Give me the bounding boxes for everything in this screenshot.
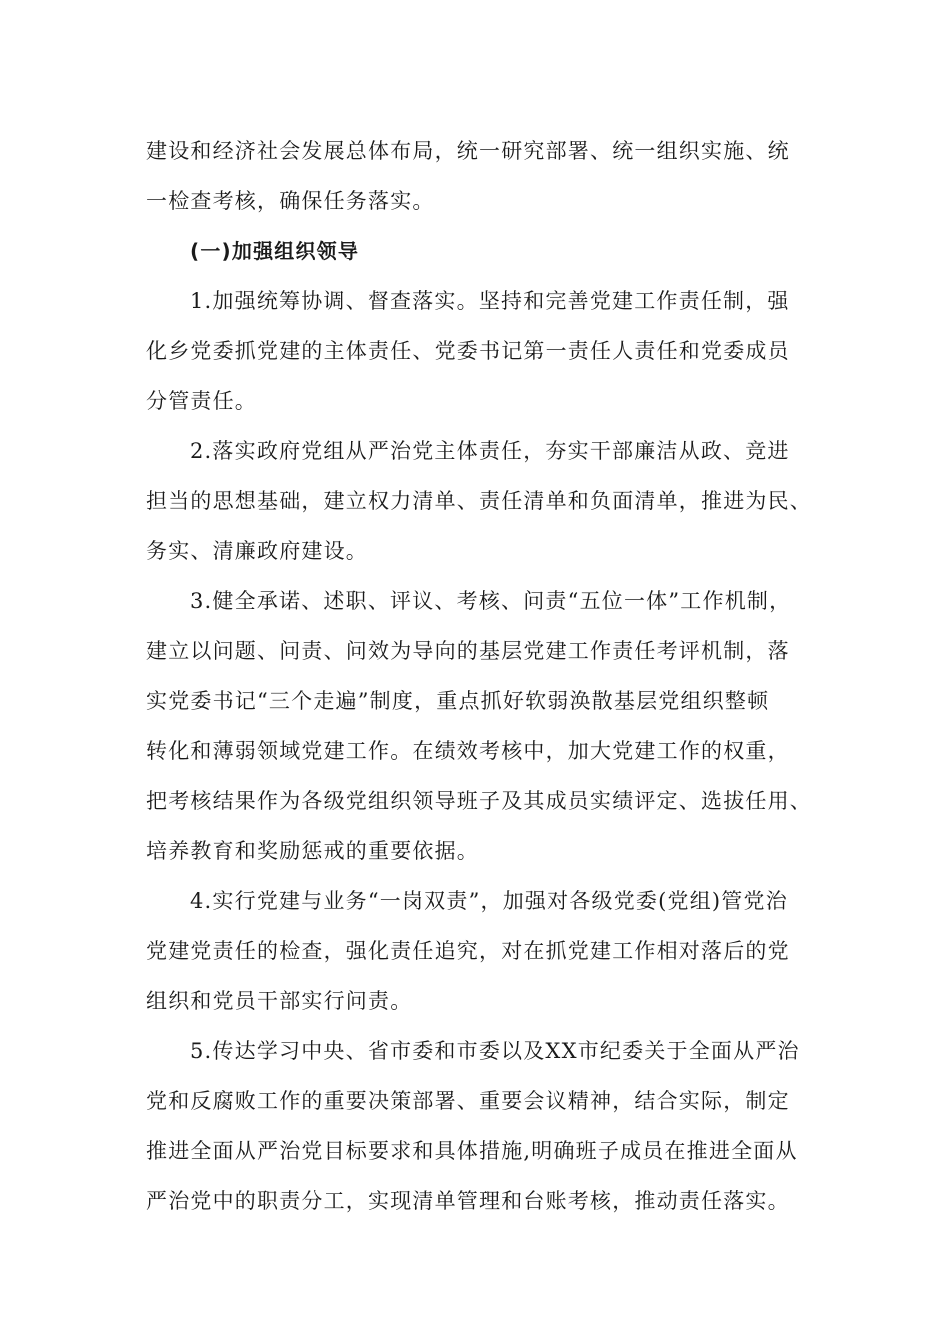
text-line: 推进全面从严治党目标要求和具体措施,明确班子成员在推进全面从: [146, 1139, 798, 1163]
paragraph-3-start: 3.健全承诺、述职、评议、考核、问责“五位一体”工作机制，: [190, 589, 792, 613]
text-line: 组织和党员干部实行问责。: [146, 989, 413, 1013]
text-line: 分管责任。: [146, 389, 257, 413]
text-line: 党和反腐败工作的重要决策部署、重要会议精神，结合实际，制定: [146, 1089, 790, 1113]
paragraph-1-start: 1.加强统筹协调、督查落实。坚持和完善党建工作责任制，强: [190, 289, 790, 313]
text-line: 一检查考核，确保任务落实。: [146, 189, 435, 213]
document-body: [146, 126, 826, 1226]
section-heading: (一)加强组织领导: [190, 239, 360, 263]
text-line: 实党委书记“三个走遍”制度，重点抓好软弱涣散基层党组织整顿: [146, 689, 770, 713]
text-line: 严治党中的职责分工，实现清单管理和台账考核，推动责任落实。: [146, 1189, 790, 1213]
paragraph-2-start: 2.落实政府党组从严治党主体责任，夯实干部廉洁从政、竞进: [190, 439, 790, 463]
text-line: 建立以问题、问责、问效为导向的基层党建工作责任考评机制，落: [146, 639, 790, 663]
text-line: 担当的思想基础，建立权力清单、责任清单和负面清单，推进为民、: [146, 489, 812, 513]
text-line: 建设和经济社会发展总体布局，统一研究部署、统一组织实施、统: [146, 139, 790, 163]
text-line: 把考核结果作为各级党组织领导班子及其成员实绩评定、选拔任用、: [146, 789, 812, 813]
paragraph-5-start: 5.传达学习中央、省市委和市委以及XX市纪委关于全面从严治: [190, 1039, 800, 1063]
text-line: 培养教育和奖励惩戒的重要依据。: [146, 839, 479, 863]
text-line: 转化和薄弱领域党建工作。在绩效考核中，加大党建工作的权重，: [146, 739, 790, 763]
paragraph-4-start: 4.实行党建与业务“一岗双责”，加强对各级党委(党组)管党治: [190, 889, 788, 913]
text-line: 务实、清廉政府建设。: [146, 539, 368, 563]
text-line: 化乡党委抓党建的主体责任、党委书记第一责任人责任和党委成员: [146, 339, 790, 363]
text-line: 党建党责任的检查，强化责任追究，对在抓党建工作相对落后的党: [146, 939, 790, 963]
